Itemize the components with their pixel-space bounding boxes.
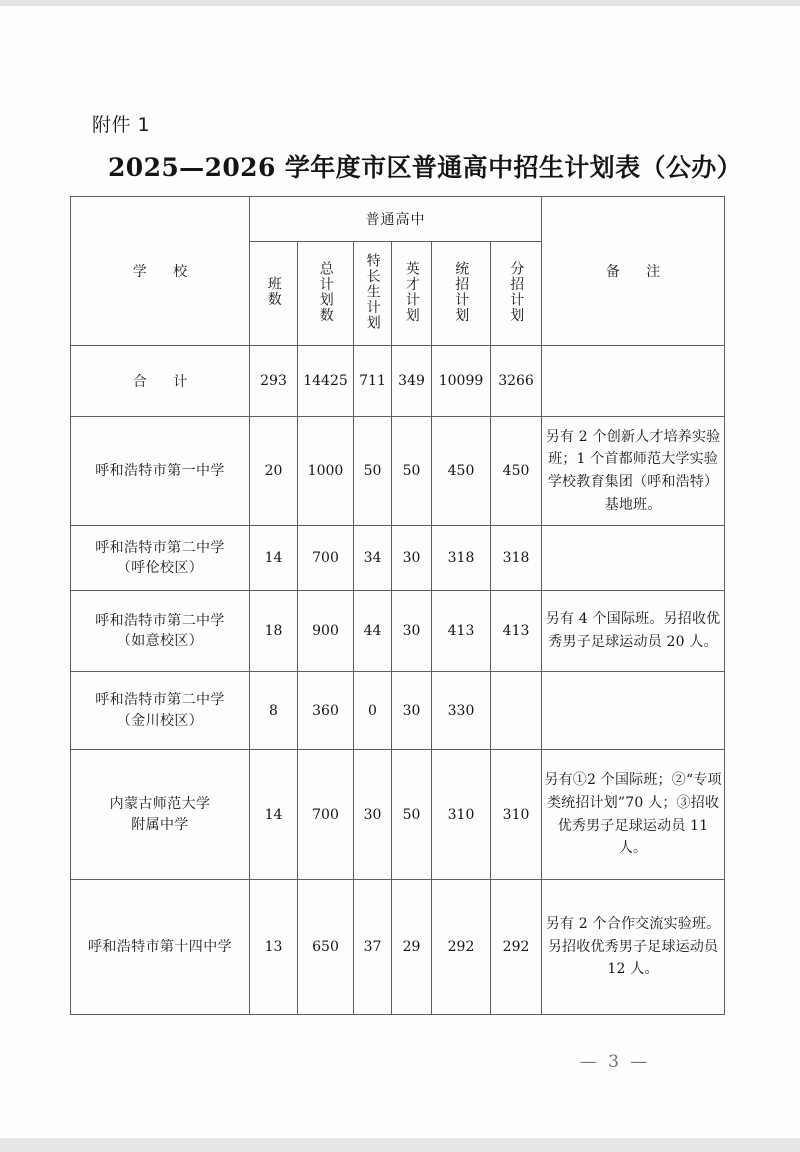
cell-allocated-count: 318 bbox=[491, 526, 542, 591]
table-head bbox=[71, 197, 725, 346]
cell-talent-count: 30 bbox=[392, 526, 432, 591]
column-header-total-plan-label: 总计划数 bbox=[317, 260, 334, 323]
total-class-count: 293 bbox=[250, 346, 298, 417]
cell-specialty-count: 0 bbox=[354, 672, 392, 750]
cell-class-count: 20 bbox=[250, 417, 298, 526]
page-bottom-strip bbox=[0, 1138, 800, 1152]
cell-unified-count: 310 bbox=[432, 750, 491, 880]
column-header-school: 学 校 bbox=[71, 197, 250, 346]
total-row-label: 合 计 bbox=[71, 346, 250, 417]
table-header-row-group bbox=[71, 197, 725, 242]
column-header-total-plan bbox=[298, 242, 354, 346]
table-row bbox=[71, 417, 725, 526]
cell-class-count: 14 bbox=[250, 526, 298, 591]
column-header-talent-plan-label: 英才计划 bbox=[403, 260, 420, 323]
table-row bbox=[71, 672, 725, 750]
column-header-unified-plan-label: 统招计划 bbox=[453, 260, 470, 323]
school-name: 呼和浩特市第二中学 （金川校区） bbox=[71, 672, 250, 750]
cell-remark: 另有 2 个合作交流实验班。另招收优秀男子足球运动员 12 人。 bbox=[542, 880, 725, 1015]
cell-allocated-count: 450 bbox=[491, 417, 542, 526]
cell-unified-count: 318 bbox=[432, 526, 491, 591]
column-header-group-regular-highschool: 普通高中 bbox=[250, 197, 542, 242]
column-header-allocated-plan bbox=[491, 242, 542, 346]
page-title: 2025—2026 学年度市区普通高中招生计划表（公办） bbox=[108, 153, 743, 182]
column-header-specialty-plan-label: 特长生计划 bbox=[364, 252, 381, 331]
cell-plan-count: 700 bbox=[298, 526, 354, 591]
cell-specialty-count: 44 bbox=[354, 591, 392, 672]
column-header-class-count bbox=[250, 242, 298, 346]
cell-talent-count: 30 bbox=[392, 672, 432, 750]
cell-talent-count: 29 bbox=[392, 880, 432, 1015]
cell-talent-count: 30 bbox=[392, 591, 432, 672]
cell-plan-count: 700 bbox=[298, 750, 354, 880]
total-talent-count: 349 bbox=[392, 346, 432, 417]
cell-allocated-count bbox=[491, 672, 542, 750]
school-name: 呼和浩特市第二中学 （如意校区） bbox=[71, 591, 250, 672]
cell-talent-count: 50 bbox=[392, 417, 432, 526]
cell-unified-count: 292 bbox=[432, 880, 491, 1015]
page-footer bbox=[0, 1052, 800, 1072]
cell-remark: 另有 2 个创新人才培养实验班；1 个首都师范大学实验学校教育集团（呼和浩特）基地班。 bbox=[542, 417, 725, 526]
cell-allocated-count: 292 bbox=[491, 880, 542, 1015]
cell-class-count: 18 bbox=[250, 591, 298, 672]
cell-plan-count: 900 bbox=[298, 591, 354, 672]
cell-allocated-count: 413 bbox=[491, 591, 542, 672]
page-number: — 3 — bbox=[579, 1052, 651, 1072]
table-row bbox=[71, 591, 725, 672]
cell-plan-count: 1000 bbox=[298, 417, 354, 526]
total-plan-count: 14425 bbox=[298, 346, 354, 417]
total-remark bbox=[542, 346, 725, 417]
total-specialty-count: 711 bbox=[354, 346, 392, 417]
cell-remark bbox=[542, 526, 725, 591]
cell-plan-count: 360 bbox=[298, 672, 354, 750]
school-name: 内蒙古师范大学 附属中学 bbox=[71, 750, 250, 880]
table-row bbox=[71, 750, 725, 880]
column-header-unified-plan bbox=[432, 242, 491, 346]
document-page bbox=[0, 6, 800, 1138]
cell-remark bbox=[542, 672, 725, 750]
cell-specialty-count: 30 bbox=[354, 750, 392, 880]
table-row bbox=[71, 880, 725, 1015]
column-header-class-count-label: 班数 bbox=[265, 276, 282, 307]
admission-plan-table-wrapper bbox=[70, 196, 724, 1015]
cell-class-count: 14 bbox=[250, 750, 298, 880]
cell-unified-count: 413 bbox=[432, 591, 491, 672]
school-name: 呼和浩特市第一中学 bbox=[71, 417, 250, 526]
cell-class-count: 8 bbox=[250, 672, 298, 750]
column-header-specialty-plan bbox=[354, 242, 392, 346]
cell-class-count: 13 bbox=[250, 880, 298, 1015]
cell-unified-count: 330 bbox=[432, 672, 491, 750]
total-allocated-count: 3266 bbox=[491, 346, 542, 417]
admission-plan-table bbox=[70, 196, 725, 1015]
cell-remark: 另有 4 个国际班。另招收优秀男子足球运动员 20 人。 bbox=[542, 591, 725, 672]
table-body bbox=[71, 346, 725, 1015]
cell-unified-count: 450 bbox=[432, 417, 491, 526]
cell-specialty-count: 50 bbox=[354, 417, 392, 526]
cell-allocated-count: 310 bbox=[491, 750, 542, 880]
cell-plan-count: 650 bbox=[298, 880, 354, 1015]
table-row-total bbox=[71, 346, 725, 417]
cell-remark: 另有①2 个国际班；②“专项类统招计划”70 人；③招收优秀男子足球运动员 11 人。 bbox=[542, 750, 725, 880]
cell-talent-count: 50 bbox=[392, 750, 432, 880]
school-name: 呼和浩特市第十四中学 bbox=[71, 880, 250, 1015]
school-name: 呼和浩特市第二中学 （呼伦校区） bbox=[71, 526, 250, 591]
table-row bbox=[71, 526, 725, 591]
column-header-talent-plan bbox=[392, 242, 432, 346]
column-header-allocated-plan-label: 分招计划 bbox=[508, 260, 525, 323]
cell-specialty-count: 34 bbox=[354, 526, 392, 591]
total-unified-count: 10099 bbox=[432, 346, 491, 417]
column-header-remark: 备 注 bbox=[542, 197, 725, 346]
attachment-label: 附件 1 bbox=[92, 114, 151, 136]
cell-specialty-count: 37 bbox=[354, 880, 392, 1015]
